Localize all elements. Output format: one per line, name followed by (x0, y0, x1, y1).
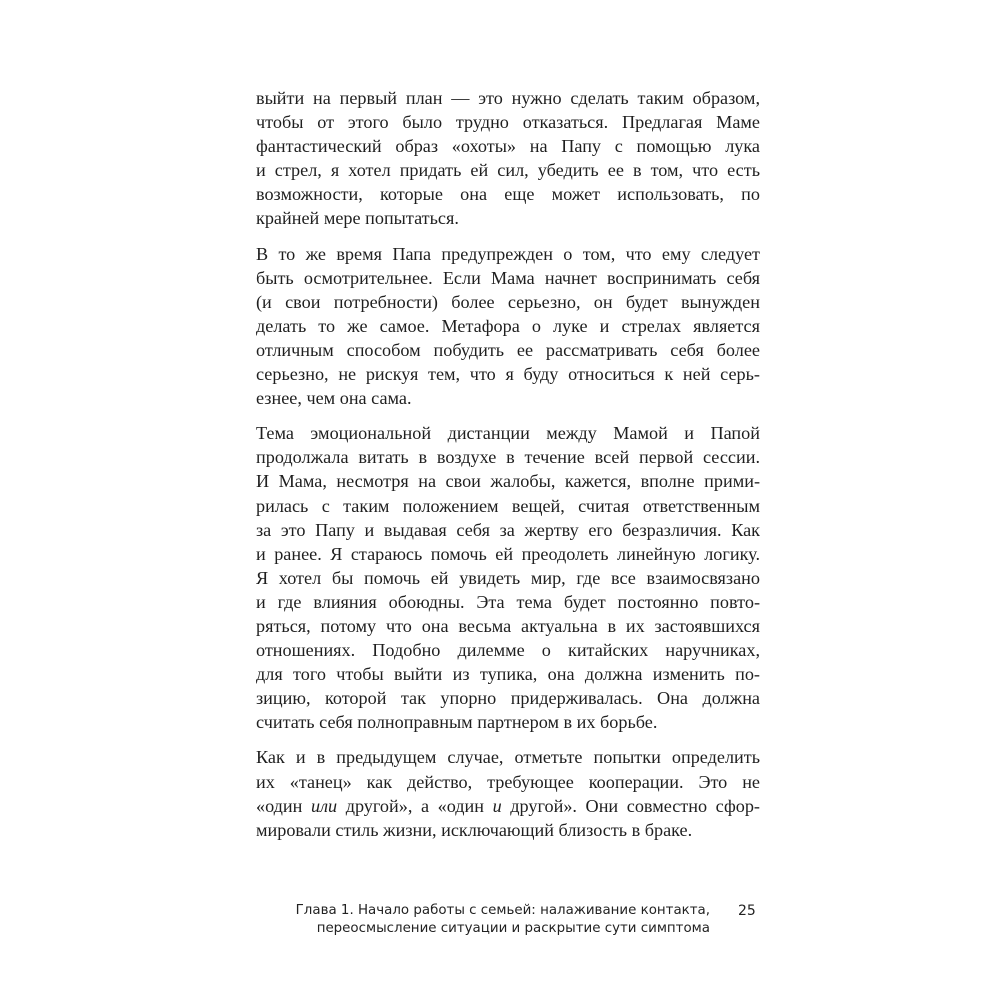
text-line: выйти на первый план — это нужно сделать таким образом, (256, 88, 760, 108)
text-line: делать то же самое. Метафора о луке и стрелах является (256, 315, 760, 336)
text-line: рилась с таким положением вещей, считая ответственным (256, 495, 760, 516)
text-run: другой», а «один (337, 795, 493, 816)
text-line: Я хотел бы помочь ей увидеть мир, где все взаимосвязано (256, 567, 760, 588)
text-line: продолжала витать в воздухе в течение всей первой сессии. (256, 447, 760, 468)
text-line: фантастический образ «охоты» на Папу с помощью лука (256, 136, 760, 157)
page-number: 25 (738, 903, 756, 919)
text-line: отличным способом побудить ее рассматривать себя более (256, 339, 760, 360)
paragraph-3 (256, 421, 760, 734)
text-line: отношениях. Подобно дилемме о китайских наручниках, (256, 640, 760, 661)
text-line: и где влияния обоюдны. Эта тема будет постоянно повто- (256, 591, 760, 612)
body-text (256, 86, 760, 853)
chapter-title-line-2: переосмысление ситуации и раскрытие сути симптома (316, 921, 710, 936)
text-line: езнее, чем она сама. (256, 388, 412, 409)
text-line: И Мама, несмотря на свои жалобы, кажется, вполне прими- (256, 471, 760, 492)
text-line: быть осмотрительнее. Если Мама начнет воспринимать себя (256, 267, 760, 288)
text-line: серьезно, не рискуя тем, что я буду относиться к ней серь- (256, 364, 760, 385)
text-line: крайней мере попытаться. (256, 208, 459, 229)
running-footer (250, 902, 710, 938)
text-line: ряться, потому что она весьма актуальна в их застоявшихся (256, 615, 760, 636)
text-line: В то же время Папа предупрежден о том, что ему следует (256, 243, 760, 264)
text-line: за это Папу и выдавая себя за жертву его безразличия. Как (256, 519, 760, 540)
text-line: Как и в предыдущем случае, отметьте попытки определить (256, 747, 760, 768)
text-line-with-emphasis (256, 794, 760, 818)
text-line: (и свои потребности) более серьезно, он будет вынужден (256, 291, 760, 312)
text-line: и стрел, я хотел придать ей сил, убедить ее в том, что есть (256, 160, 760, 181)
text-line: Тема эмоциональной дистанции между Мамой и Папой (256, 423, 760, 444)
text-line: зицию, которой так упорно придерживалась. Она должна (256, 688, 760, 709)
paragraph-2 (256, 242, 760, 411)
text-run: другой». Они совместно сфор- (501, 795, 760, 816)
text-line: считать себя полноправным партнером в их борьбе. (256, 712, 658, 733)
text-line: чтобы от этого было трудно отказаться. Предлагая Маме (256, 112, 760, 133)
text-line: мировали стиль жизни, исключающий близость в браке. (256, 819, 693, 840)
paragraph-1 (256, 86, 760, 231)
text-line: и ранее. Я стараюсь помочь ей преодолеть линейную логику. (256, 543, 760, 564)
chapter-title-line-1: Глава 1. Начало работы с семьей: налаживание контакта, (295, 903, 710, 918)
text-line: возможности, которые она еще может использовать, по (256, 184, 760, 205)
emphasis-word: и (492, 795, 502, 816)
emphasis-word: или (310, 795, 338, 816)
text-line: для того чтобы выйти из тупика, она должна изменить по- (256, 664, 760, 685)
paragraph-4 (256, 745, 760, 841)
text-line: их «танец» как действо, требующее кооперации. Это не (256, 771, 760, 792)
text-run: «один (256, 795, 311, 816)
